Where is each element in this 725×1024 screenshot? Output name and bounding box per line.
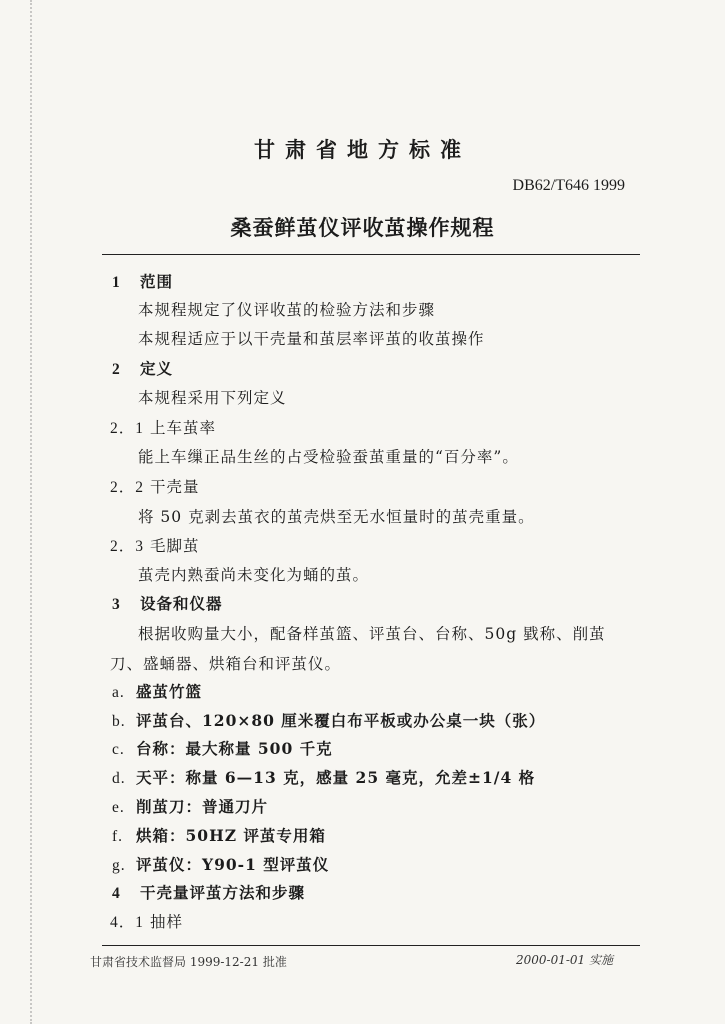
line-text: 上车茧率: [150, 419, 217, 437]
line-text: 设备和仪器: [140, 594, 223, 613]
text-line: [138, 505, 535, 527]
text-line: [112, 881, 305, 903]
text-line: [110, 652, 341, 674]
standard-code: DB62/T646 1999: [512, 177, 625, 194]
line-text: 根据收购量大小，配备样茧篮、评茧台、台称、50g 戥称、削茧: [138, 625, 606, 643]
text-line: [112, 680, 202, 702]
text-line: [138, 563, 369, 585]
text-line: [138, 298, 435, 320]
line-text: 抽样: [150, 913, 184, 931]
document-title: 桑蚕鲜茧仪评收茧操作规程: [230, 215, 495, 240]
line-number: 2．3: [110, 538, 145, 555]
approval-note: 甘肃省技术监督局 1999-12-21 批准: [90, 955, 287, 969]
line-text: 范围: [140, 272, 174, 291]
line-text: 本规程采用下列定义: [138, 389, 287, 407]
text-line: [112, 795, 268, 817]
standard-title: 甘肃省地方标准: [254, 137, 471, 162]
text-line: [110, 910, 183, 932]
text-line: [112, 270, 173, 292]
line-text: 能上车缫正品生丝的占受检验蚕茧重量的“百分率”。: [138, 448, 519, 466]
text-line: [112, 766, 535, 788]
title-rule: [102, 254, 640, 255]
line-text: 盛茧竹篮: [136, 682, 203, 701]
text-line: [138, 622, 606, 644]
line-number: 2．2: [110, 479, 145, 496]
line-text: 将 50 克剥去茧衣的茧壳烘至无水恒量时的茧壳重量。: [138, 508, 535, 526]
text-line: [112, 357, 173, 379]
line-text: 天平：称量 6—13 克，感量 25 毫克，允差±1/4 格: [136, 768, 536, 787]
text-line: [112, 853, 329, 875]
line-text: 定义: [140, 359, 174, 378]
line-text: 干壳量: [150, 478, 200, 496]
line-text: 评茧台、120×80 厘米覆白布平板或办公桌一块（张）: [136, 711, 546, 730]
footer-rule: [102, 945, 640, 946]
text-line: [138, 445, 519, 467]
text-line: [110, 475, 200, 497]
line-number: 2．1: [110, 420, 145, 437]
line-text: 削茧刀：普通刀片: [136, 797, 269, 816]
line-number: 1: [112, 274, 121, 291]
line-number: 3: [112, 596, 121, 613]
text-line: [112, 709, 545, 731]
line-number: d.: [112, 770, 126, 787]
text-line: [138, 386, 287, 408]
text-line: [110, 416, 216, 438]
text-line: [112, 592, 223, 614]
text-line: [138, 327, 485, 349]
line-text: 评茧仪：Y90-1 型评茧仪: [136, 855, 330, 874]
line-text: 刀、盛蛹器、烘箱台和评茧仪。: [110, 655, 342, 673]
line-text: 本规程规定了仪评收茧的检验方法和步骤: [138, 301, 436, 319]
line-number: e.: [112, 799, 125, 816]
line-text: 本规程适应于以干壳量和茧层率评茧的收茧操作: [138, 330, 485, 348]
line-text: 茧壳内熟蚕尚未变化为蛹的茧。: [138, 566, 370, 584]
line-number: c.: [112, 741, 125, 758]
line-number: b.: [112, 713, 126, 730]
text-line: [112, 824, 326, 846]
text-line: [112, 737, 333, 759]
line-number: f.: [112, 828, 124, 845]
line-number: 4: [112, 885, 121, 902]
text-line: [110, 534, 200, 556]
implementation-date: 2000-01-01 实施: [516, 953, 614, 967]
line-number: 2: [112, 361, 121, 378]
line-number: a.: [112, 684, 125, 701]
line-number: 4．1: [110, 914, 145, 931]
line-text: 烘箱：50HZ 评茧专用箱: [136, 826, 326, 845]
line-number: g.: [112, 857, 126, 874]
line-text: 台称：最大称量 500 千克: [136, 739, 333, 758]
line-text: 干壳量评茧方法和步骤: [140, 883, 306, 902]
line-text: 毛脚茧: [150, 537, 200, 555]
